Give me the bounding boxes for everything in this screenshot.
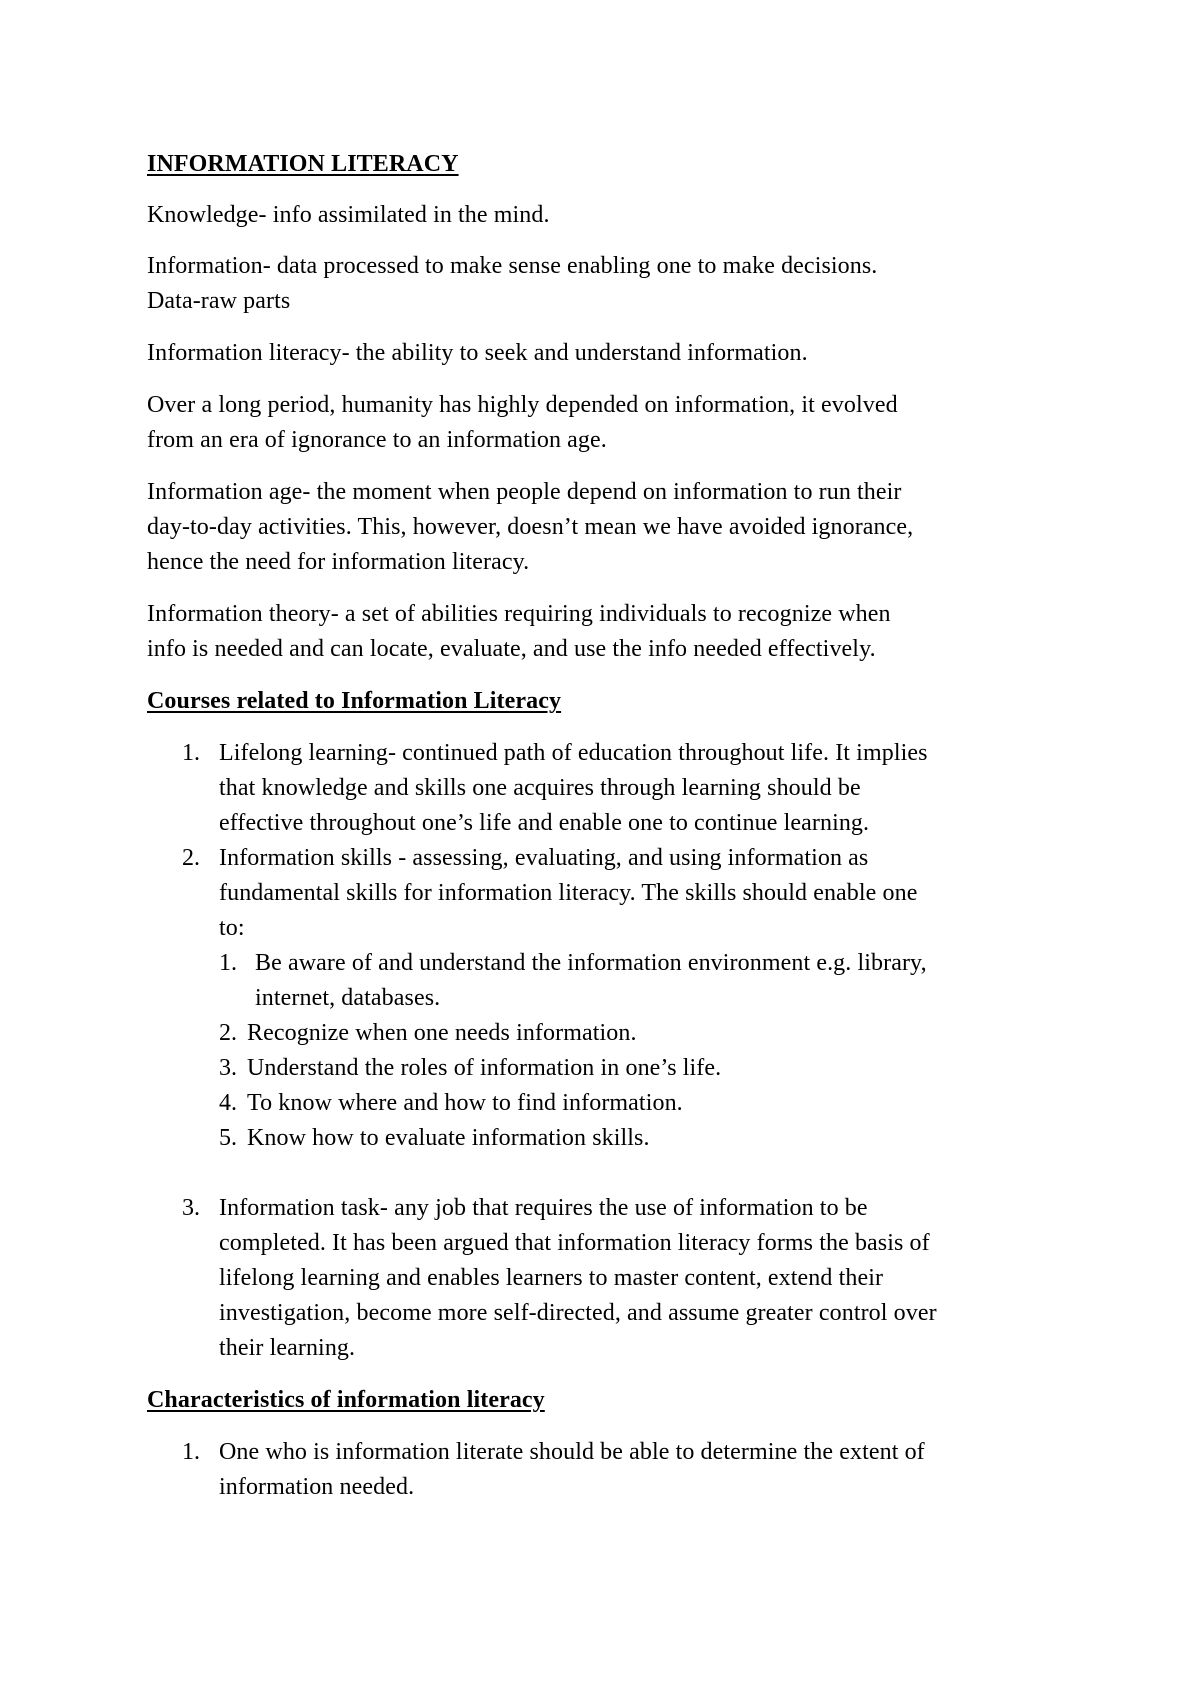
list-item-line: that knowledge and skills one acquires through learning should be: [219, 775, 861, 801]
characteristics-heading: Characteristics of information literacy: [147, 1387, 545, 1413]
information-theory-line-2: info is needed and can locate, evaluate, and use the info needed effectively.: [147, 636, 876, 662]
sub-list-item-number: 3.: [219, 1055, 237, 1081]
information-definition-line-2: Data-raw parts: [147, 288, 291, 314]
sub-list-item-number: 4.: [219, 1090, 237, 1116]
list-item-line: Information skills - assessing, evaluating, and using information as: [219, 845, 869, 871]
list-item-line: Lifelong learning- continued path of education throughout life. It implies: [219, 740, 928, 766]
information-definition-line-1: Information- data processed to make sense enabling one to make decisions.: [147, 253, 878, 279]
information-theory-line-1: Information theory- a set of abilities requiring individuals to recognize when: [147, 601, 891, 627]
list-item-line: information needed.: [219, 1474, 415, 1500]
sub-list-item-line: To know where and how to find information.: [247, 1090, 683, 1116]
sub-list-item-number: 5.: [219, 1125, 237, 1151]
humanity-paragraph-line-2: from an era of ignorance to an information age.: [147, 427, 607, 453]
knowledge-definition: Knowledge- info assimilated in the mind.: [147, 202, 550, 228]
list-item-line: lifelong learning and enables learners to master content, extend their: [219, 1265, 884, 1291]
list-item-number: 1.: [182, 1439, 200, 1465]
list-item-number: 2.: [182, 845, 200, 871]
sub-list-item-line: Know how to evaluate information skills.: [247, 1125, 650, 1151]
sub-list-item-line: Be aware of and understand the information environment e.g. library,: [255, 950, 927, 976]
sub-list-item-line: Recognize when one needs information.: [247, 1020, 637, 1046]
list-item-line: Information task- any job that requires the use of information to be: [219, 1195, 868, 1221]
courses-heading: Courses related to Information Literacy: [147, 688, 562, 714]
sub-list-item-line: Understand the roles of information in one’s life.: [247, 1055, 722, 1081]
information-age-line-3: hence the need for information literacy.: [147, 549, 530, 575]
sub-list-item-line: internet, databases.: [255, 985, 441, 1011]
information-literacy-definition: Information literacy- the ability to seek and understand information.: [147, 340, 808, 366]
document-title: INFORMATION LITERACY: [147, 151, 459, 177]
list-item-line: to:: [219, 915, 245, 941]
information-age-line-2: day-to-day activities. This, however, doesn’t mean we have avoided ignorance,: [147, 514, 914, 540]
list-item-line: fundamental skills for information literacy. The skills should enable one: [219, 880, 918, 906]
sub-list-item-number: 2.: [219, 1020, 237, 1046]
list-item-line: One who is information literate should be able to determine the extent of: [219, 1439, 925, 1465]
humanity-paragraph-line-1: Over a long period, humanity has highly depended on information, it evolved: [147, 392, 898, 418]
list-item-line: their learning.: [219, 1335, 356, 1361]
list-item-line: completed. It has been argued that information literacy forms the basis of: [219, 1230, 930, 1256]
sub-list-item-number: 1.: [219, 950, 237, 976]
information-age-line-1: Information age- the moment when people depend on information to run their: [147, 479, 902, 505]
list-item-line: investigation, become more self-directed, and assume greater control over: [219, 1300, 937, 1326]
list-item-number: 1.: [182, 740, 200, 766]
list-item-line: effective throughout one’s life and enable one to continue learning.: [219, 810, 870, 836]
list-item-number: 3.: [182, 1195, 200, 1221]
